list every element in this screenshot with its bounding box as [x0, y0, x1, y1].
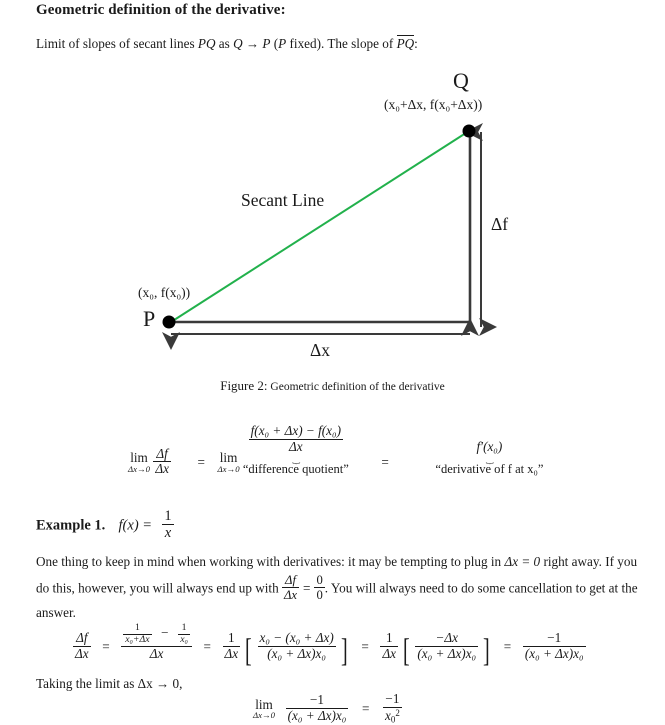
intro-text-b: as — [215, 36, 234, 51]
deriv-t2-bracket-open: [ — [245, 631, 253, 668]
deriv-t1-den: Δx — [121, 646, 192, 662]
intro-q: Q — [233, 36, 243, 51]
underbrace-glyph-2: ⏟ — [485, 455, 494, 464]
deriv-equals-4: = — [503, 639, 512, 655]
example-function-numerator: 1 — [164, 508, 172, 524]
deriv-t2-inner-den: (x₀ + Δx)x₀ — [258, 646, 336, 662]
deriv-t3-inner-num: −Δx — [435, 630, 459, 646]
final-limit-fraction — [286, 693, 349, 724]
deriv-t2-den: Δx — [224, 645, 239, 661]
equation-main-lim-2 — [218, 451, 240, 474]
intro-pq-1: PQ — [197, 36, 216, 51]
deriv-t4-den: (x₀ + Δx)x₀ — [524, 645, 584, 661]
deriv-t2-inner-num: x₀ − (x₀ + Δx) — [259, 630, 334, 646]
deriv-equals-2: = — [203, 639, 211, 655]
deriv-t3-den: Δx — [382, 645, 397, 661]
lim-sub-2: Δx→0 — [217, 463, 240, 474]
deriv-lhs-num: Δf — [76, 630, 88, 646]
intro-paragraph — [36, 36, 636, 52]
deriv-term2-inner-fraction — [258, 631, 336, 662]
closing-sentence: Taking the limit as Δx → 0, — [36, 676, 183, 691]
figure-caption-label: Figure 2: — [220, 378, 268, 393]
dq-numerator: f(x₀ + Δx) − f(x₀) — [250, 423, 341, 438]
equation-main-equals-1: = — [197, 454, 205, 470]
deriv-term2-prefactor — [223, 631, 241, 662]
final-num: −1 — [309, 692, 325, 708]
lim-op-1: lim — [130, 450, 148, 466]
deriv-equals-1: = — [102, 639, 110, 655]
point-p-label: P — [143, 306, 156, 331]
figure-svg — [0, 72, 665, 372]
final-lim-sub: Δx→0 — [253, 710, 276, 721]
closing-text — [36, 673, 182, 695]
body-frac1-num: Δf — [285, 573, 296, 587]
deriv-t1-num-d: x₀ — [180, 633, 188, 645]
intro-text-c: ( — [270, 36, 279, 51]
dq-denominator: Δx — [249, 439, 343, 455]
final-result-num: −1 — [385, 691, 400, 706]
equation-final-limit — [253, 692, 402, 724]
deriv-t3-inner-den: (x₀ + Δx)x₀ — [417, 645, 477, 661]
difference-quotient-label: “difference quotient” — [242, 462, 349, 477]
intro-text-a: Limit of slopes of secant lines — [36, 36, 198, 51]
deriv-term1-numerator-row — [121, 623, 192, 646]
difference-quotient-body — [243, 424, 349, 455]
figure-caption-text: Geometric definition of the derivative — [270, 381, 445, 393]
equation-main — [128, 424, 543, 477]
body-line2-text: right away. If you do this, however, you will always end up with — [36, 554, 638, 596]
final-lim-op: lim — [255, 696, 273, 712]
intro-p-2: P — [278, 36, 287, 51]
intro-pq-2-overline: PQ — [396, 36, 415, 51]
example-label: Example 1. — [36, 517, 106, 534]
equation-main-lim-1 — [128, 451, 150, 474]
point-q-dot — [463, 125, 476, 138]
lim-op-2: lim — [219, 450, 238, 466]
deriv-t1-minus: − — [161, 625, 169, 641]
deriv-t1-num-c: 1 — [181, 622, 187, 633]
derivative-underbrace — [435, 439, 543, 477]
example-function-fraction — [162, 508, 173, 541]
lhs-numerator: Δf — [156, 445, 168, 461]
difference-quotient-underbrace — [243, 424, 349, 477]
body-paragraph — [36, 551, 640, 624]
secant-line-label: Secant Line — [241, 190, 325, 210]
deriv-lhs-den: Δx — [75, 645, 89, 661]
deriv-term3-inner-fraction — [415, 631, 478, 662]
point-p-coords-label: (x₀, f(x₀)) — [138, 285, 191, 300]
deriv-t2-num: 1 — [228, 630, 235, 646]
equation-main-lhs-fraction — [153, 447, 171, 478]
body-frac1-den: Δx — [283, 588, 298, 603]
intro-arrow: → — [242, 36, 263, 51]
underbrace-glyph-1: ⏟ — [292, 455, 300, 464]
intro-text-d: fixed). The slope of — [286, 36, 397, 51]
example-function-lhs: f(x) = — [118, 517, 153, 534]
point-p-dot — [163, 316, 176, 329]
difference-quotient-fraction — [249, 424, 343, 455]
body-equals: = — [303, 580, 311, 596]
body-line2-tail: . You will always need to — [324, 580, 458, 596]
figure-geometric-derivative — [0, 68, 665, 372]
body-line1-math: Δx = 0 — [504, 554, 541, 569]
final-result-den — [383, 707, 402, 725]
body-frac2-num: 0 — [316, 573, 323, 587]
final-result-den-sub: 0 — [390, 714, 396, 725]
deriv-result-fraction — [523, 631, 586, 662]
deriv-term1-complex-fraction — [121, 623, 192, 662]
point-q-coords-label: (x₀+Δx, f(x₀+Δx)) — [384, 97, 483, 112]
intro-p: P — [262, 36, 271, 51]
deriv-t2-bracket-close: ] — [341, 631, 348, 668]
deriv-t3-bracket-close: ] — [483, 631, 491, 668]
deriv-t3-num: 1 — [385, 630, 393, 646]
body-fraction-df-dx — [282, 573, 299, 602]
final-result-den-sup: 2 — [395, 707, 400, 718]
deriv-term1-inner-frac-a — [123, 623, 151, 646]
deriv-t1-num-b: x₀+Δx — [125, 633, 150, 645]
point-q-label: Q — [453, 68, 469, 93]
deriv-t3-bracket-open: [ — [403, 631, 411, 668]
deriv-lhs-fraction — [73, 631, 91, 662]
final-equals: = — [361, 700, 370, 716]
deriv-t4-num: −1 — [547, 630, 562, 646]
page-title: Geometric definition of the derivative: — [36, 2, 286, 18]
body-line1-text: One thing to keep in mind when working with derivatives: it may be tempting to plug in — [36, 554, 505, 569]
lim-sub-1: Δx→0 — [128, 463, 151, 474]
body-fraction-zero-zero — [314, 573, 324, 602]
example-function-denominator: x — [162, 524, 173, 541]
example-heading — [36, 508, 174, 541]
equation-main-equals-2: = — [381, 454, 389, 470]
deriv-term3-prefactor — [380, 631, 398, 662]
derivative-expression: f′(x₀) — [476, 438, 503, 454]
final-result-den-base: x — [385, 707, 391, 723]
intro-text-e: : — [414, 36, 418, 51]
figure-caption — [0, 378, 665, 394]
derivative-label: “derivative of f at x₀” — [435, 462, 544, 477]
delta-f-label: Δf — [491, 214, 509, 234]
final-lim — [253, 698, 275, 721]
body-frac2-den: 0 — [316, 588, 323, 603]
final-den: (x₀ + Δx)x₀ — [287, 707, 347, 723]
lhs-denominator: Δx — [155, 461, 169, 477]
body-line3: do some cancellation to get at the answer. — [36, 580, 638, 621]
deriv-equals-3: = — [361, 639, 369, 655]
equation-derivation — [73, 623, 586, 669]
final-result-fraction — [383, 692, 402, 724]
delta-x-label: Δx — [310, 340, 331, 360]
secant-line — [171, 131, 469, 322]
deriv-term1-inner-frac-b — [178, 623, 190, 646]
deriv-t1-num-a: 1 — [134, 622, 140, 633]
